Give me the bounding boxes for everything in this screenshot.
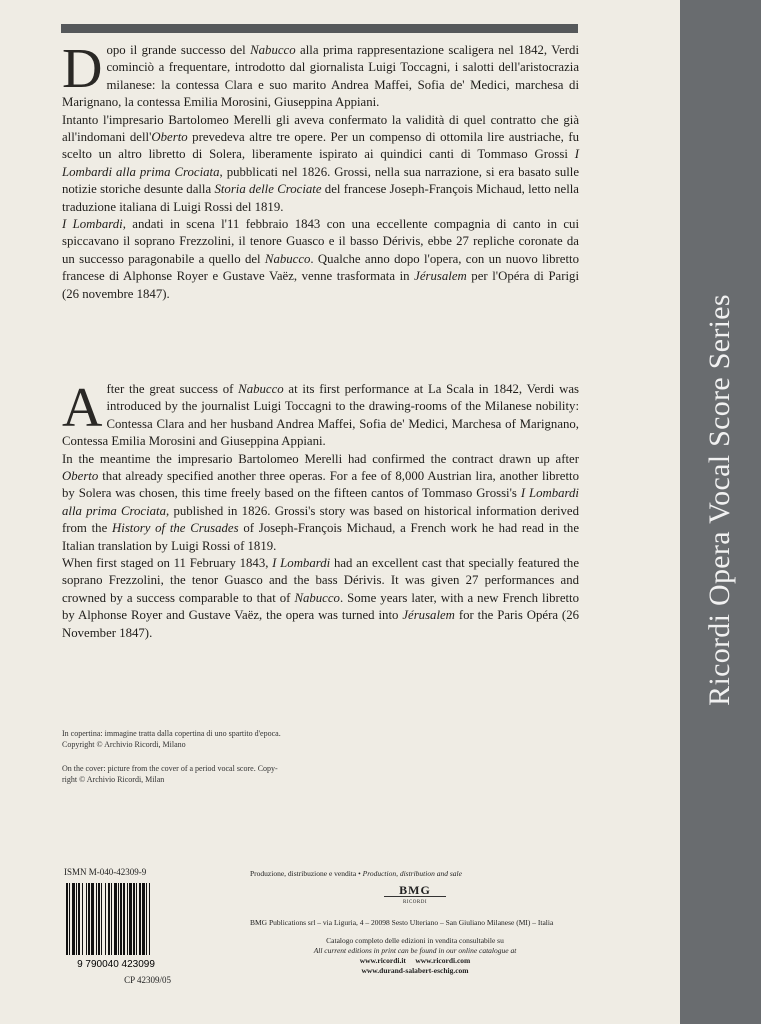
english-dropcap: A bbox=[62, 377, 103, 439]
english-paragraph-3: When first staged on 11 February 1843, I Lombardi had an excellent cast that specially featured the soprano Frezzolini, the tenor Guasco and the bass Dérivis. It was given 27 performances and crowned by a success comparable to that of Nabucco. Some years later, with a new French libretto by Alphonse Royer and Gustave Vaëz, the opera was turned into Jérusalem for the Paris Opéra (26 November 1847). bbox=[62, 556, 580, 640]
italian-dropcap: D bbox=[62, 38, 103, 100]
distribution-line: Produzione, distribuzione e vendita • Production, distribution and sale bbox=[250, 869, 462, 878]
series-title: Ricordi Opera Vocal Score Series bbox=[703, 294, 736, 706]
italian-text bbox=[62, 38, 580, 303]
barcode-digits: 9 790040 423099 bbox=[77, 959, 155, 970]
bmg-logo: BMG RICORDI bbox=[380, 885, 450, 908]
english-paragraph-2: In the meantime the impresario Bartolomeo Merelli had confirmed the contract drawn up after Oberto that already specified another three operas. For a fee of 8,000 Austrian lira, another libretto by Solera was chosen, this time freely based on the fifteen cantos of Tommaso Grossi's I Lombardi alla prima Crociata, published in 1826. Grossi's story was based on historical information derived from the History of the Crusades of Joseph-François Michaud, a French work he had read in the Italian translation by Luigi Rossi of 1819. bbox=[62, 451, 579, 553]
catalog-note: Catalogo completo delle edizioni in vendita consultabile su All current editions in print can be found in our online catalogue at bbox=[313, 936, 517, 955]
italian-paragraph-1: Dopo il grande successo del Nabucco alla prima rappresentazione scaligera nel 1842, Verdi cominciò a frequentare, introdotto dal giornalista Luigi Toccagni, i salotti dell'aristocrazia milanese: la contessa Clara e suo marito Andrea Maffei, Sofia de' Medici, marchesa di Marignano, la contessa Emilia Morosini, Giuseppina Appiani. bbox=[62, 38, 579, 110]
publisher-address: BMG Publications srl – via Liguria, 4 – 20098 Sesto Ulteriano – San Giuliano Milanese (MI) – Italia bbox=[250, 918, 554, 927]
publisher-websites bbox=[250, 956, 580, 966]
website-link[interactable]: www.ricordi.com bbox=[415, 956, 471, 965]
website-link[interactable]: www.durand-salabert-eschig.com bbox=[361, 966, 469, 975]
italian-paragraph-2: Intanto l'impresario Bartolomeo Merelli gli aveva confermato la validità di quel contratto che già all'indomani dell'Oberto prevedeva altre tre opere. Per un compenso di ottomila lire austriache, fu scelto un altro libretto di Solera, liberamente ispirato ai quindici canti di Tommaso Grossi I Lombardi alla prima Crociata, pubblicati nel 1826. Grossi, nella sua narrazione, si era basato sulle notizie storiche desunte dalla Storia delle Crociate del francese Joseph-François Michaud, letto nella traduzione italiana di Luigi Rossi del 1819. bbox=[62, 112, 580, 214]
italian-paragraph-3: I Lombardi, andati in scena l'11 febbraio 1843 con una eccellente compagnia di canto in cui spiccavano il soprano Frezzolini, il tenore Guasco e il basso Dérivis, ebbe 27 repliche coronate da un successo paragonabile a quello del Nabucco. Qualche anno dopo l'opera, con un nuovo libretto francese di Alphonse Royer e Gustave Vaëz, venne trasformata in Jérusalem per l'Opéra di Parigi (26 novembre 1847). bbox=[62, 217, 580, 301]
barcode-icon bbox=[60, 881, 172, 973]
website-link[interactable]: www.ricordi.it bbox=[359, 956, 406, 965]
cover-credit-italian: In copertina: immagine tratta dalla copertina di uno spartito d'epoca. Copyright © Archivio Ricordi, Milano bbox=[62, 729, 281, 749]
ismn-number: ISMN M-040-42309-9 bbox=[64, 867, 147, 877]
publisher-info bbox=[250, 869, 580, 976]
catalog-number: CP 42309/05 bbox=[124, 975, 171, 985]
top-rule bbox=[61, 24, 578, 33]
english-paragraph-1: After the great success of Nabucco at its first performance at La Scala in 1842, Verdi was introduced by the journalist Luigi Toccagni to the drawing-rooms of the Milanese nobility: Contessa Clara and her husband Andrea Maffei, Sofia de' Medici, Marchesa of Marignano, Contessa Emilia Morosini and Giuseppina Appiani. bbox=[62, 377, 579, 449]
cover-credit-english: On the cover: picture from the cover of a period vocal score. Copy- right © Archivio Ricordi, Milan bbox=[62, 764, 278, 784]
english-text bbox=[62, 377, 580, 642]
barcode-block bbox=[60, 867, 175, 985]
